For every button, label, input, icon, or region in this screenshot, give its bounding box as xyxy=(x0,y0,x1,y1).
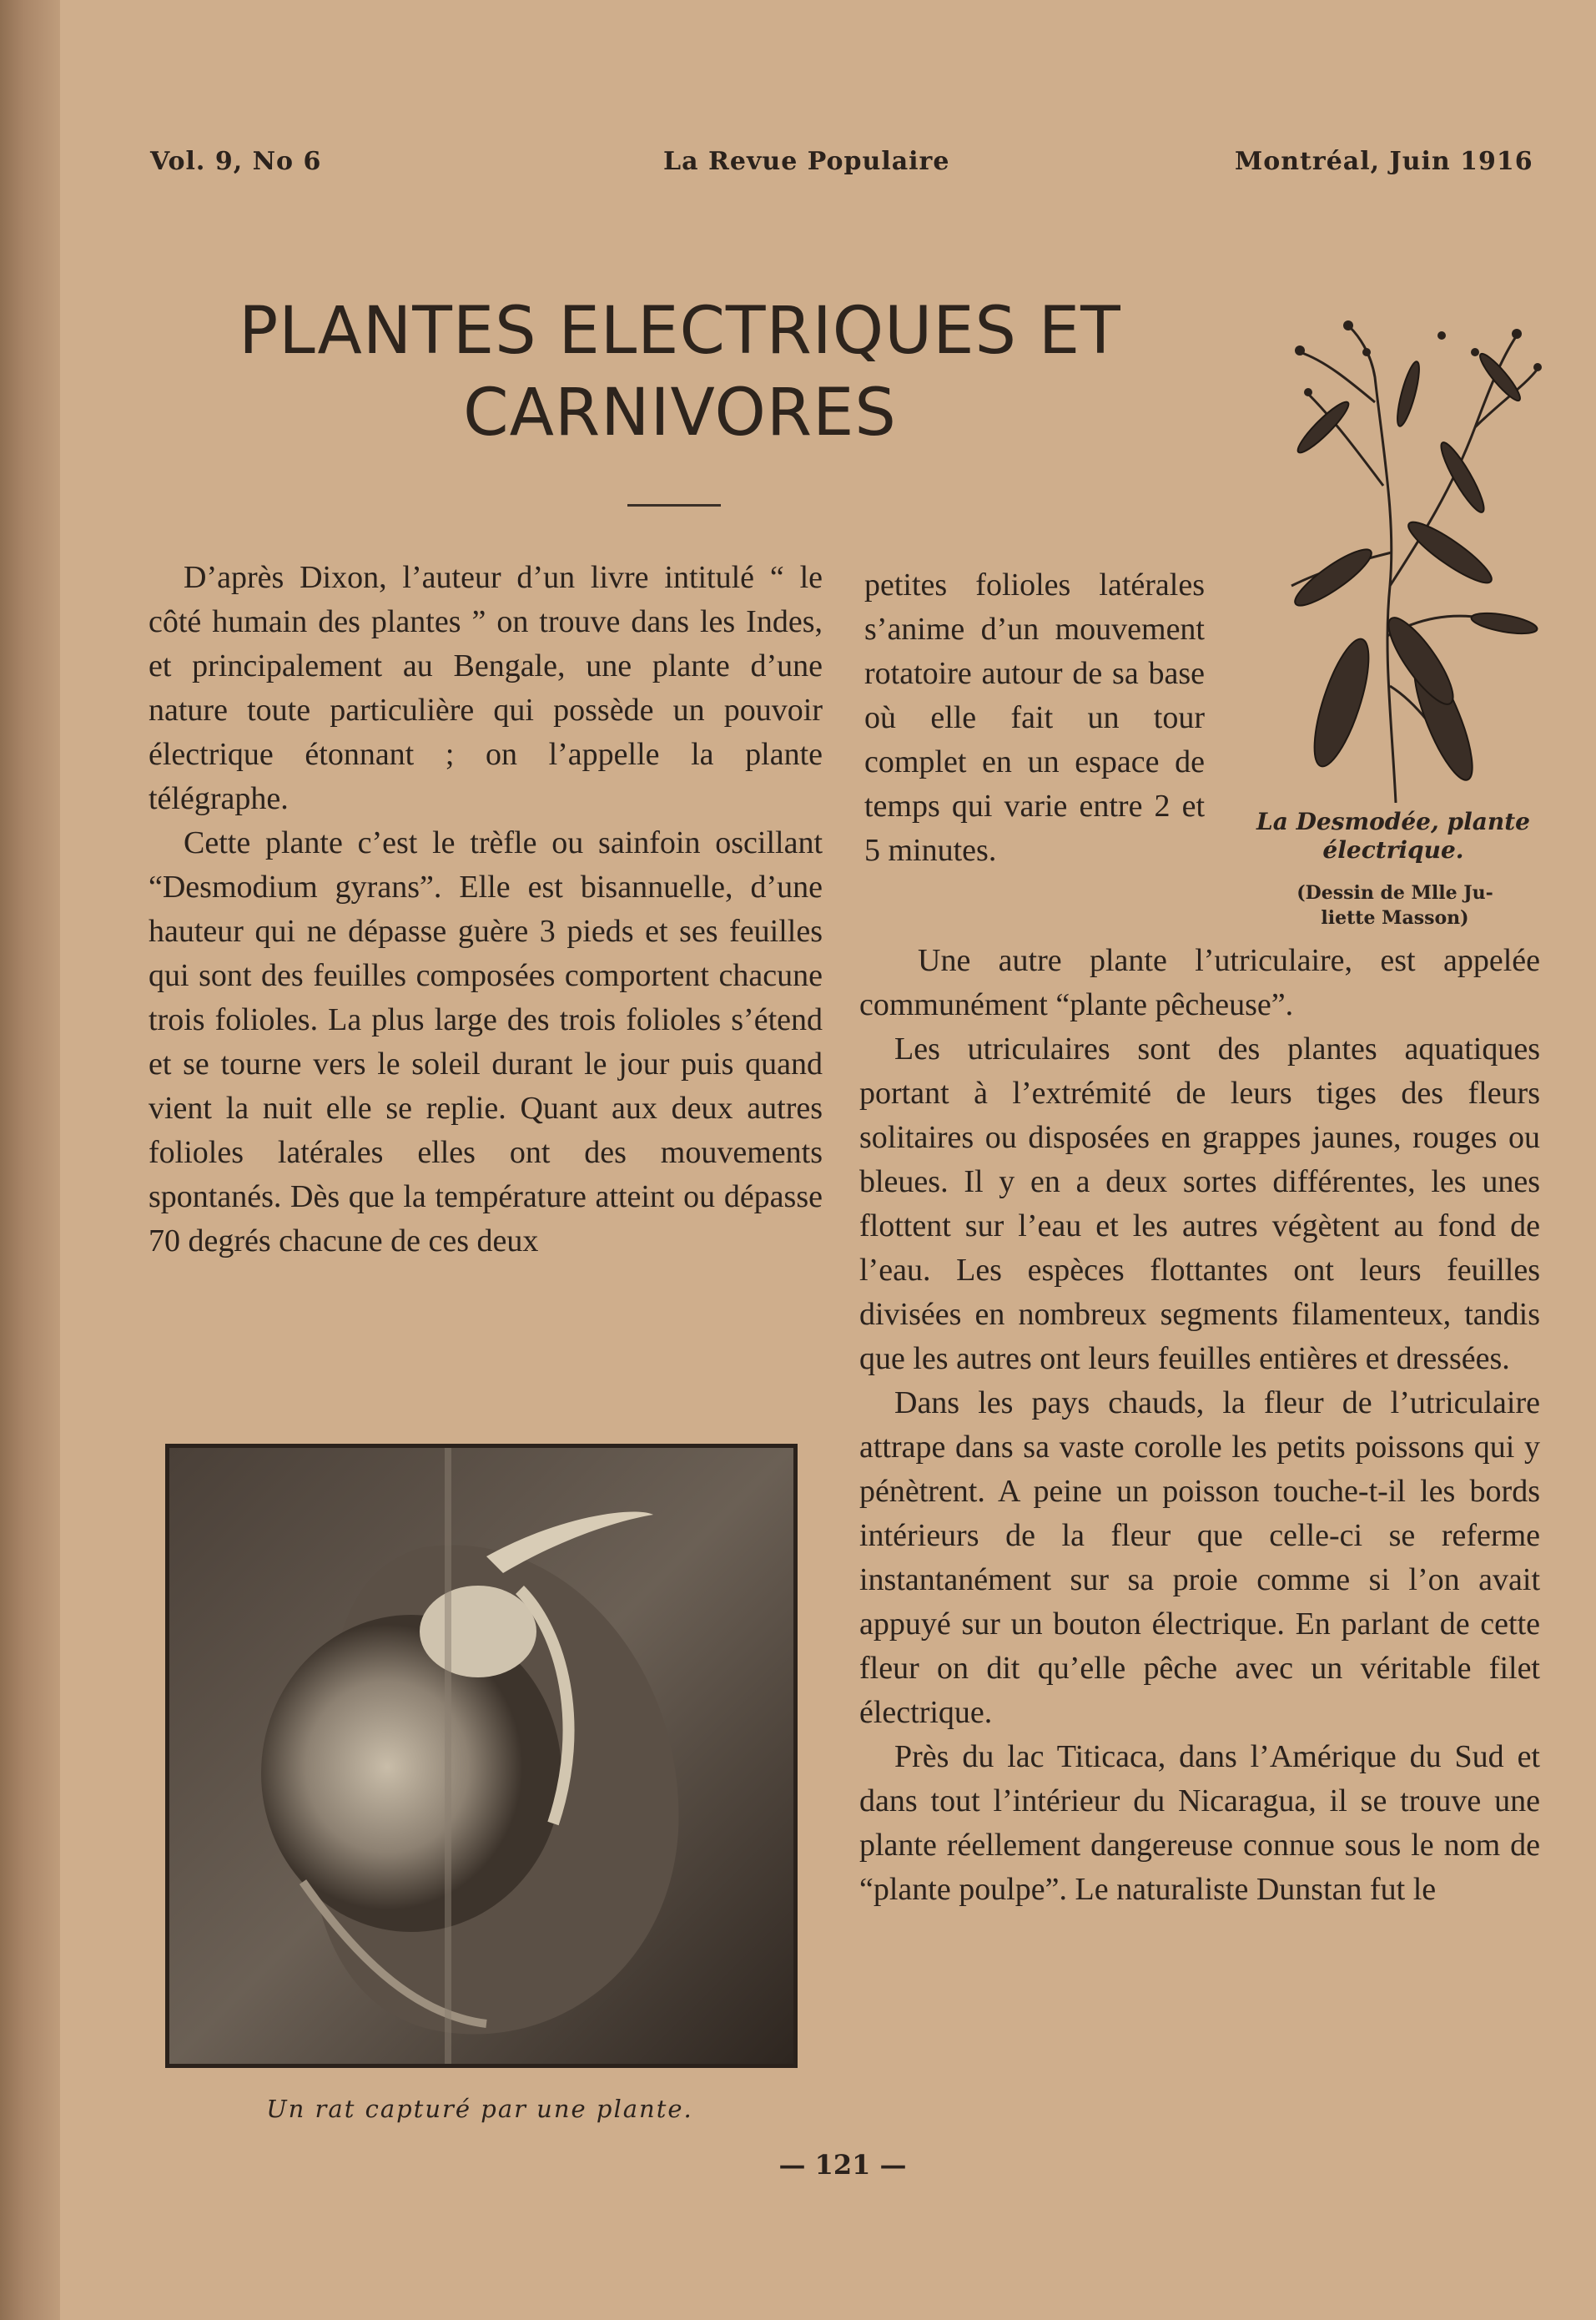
article-title-line-2: CARNIVORES xyxy=(463,376,897,451)
paragraph: Cette plante c’est le trèfle ou sainfoin oscillant “Desmodium gyrans”. Elle est bisannuelle, d’une hauteur qui ne dépasse guère 3 pieds et ses feuilles qui sont des feuilles composées comportent chacune trois folioles. La plus large des trois folioles s’étend et se tourne vers le soleil durant le jour puis quand vient la nuit elle se replie. Quant aux deux autres folioles latérales elles ont des mouvements spontanés. Dès que la température atteint ou dépasse 70 degrés chacune de ces deux xyxy=(149,825,823,1258)
page-number: — 121 — xyxy=(778,2149,907,2181)
plant-caption xyxy=(1235,808,1552,865)
place-and-date: Montréal, Juin 1916 xyxy=(1235,147,1533,176)
book-spine-edge xyxy=(0,0,60,2320)
rat-in-plant-photo-image xyxy=(169,1448,793,2064)
plant-caption-line-1: La Desmodée, plante xyxy=(1256,808,1530,835)
plant-illustration-credit xyxy=(1236,880,1553,931)
photo-caption: Un rat capturé par une plante. xyxy=(266,2095,693,2123)
rat-captured-photo xyxy=(165,1444,798,2068)
article-title-line-1: PLANTES ELECTRIQUES ET xyxy=(239,294,1121,369)
paragraph: petites folioles latérales s’anime d’un mouvement rotatoire autour de sa base où elle fait un tour complet en un espace de temps qui varie entre 2 et 5 minutes. xyxy=(864,567,1205,868)
plant-caption-line-2: électrique. xyxy=(1322,836,1464,864)
paragraph: Dans les pays chauds, la fleur de l’utriculaire attrape dans sa vaste corolle les petits poissons qui y pénètrent. A peine un poisson touche-t-il les bords intérieurs de la fleur que celle-ci se referme instantanément sur sa proie comme si l’on avait appuyé sur un bouton électrique. En parlant de cette fleur on dit qu’elle pêche avec un véritable filet électrique. xyxy=(859,1385,1540,1730)
text-column-right-top xyxy=(864,563,1205,873)
paragraph: Les utriculaires sont des plantes aquatiques portant à l’extrémité de leurs tiges des fleurs solitaires ou disposées en grappes jaunes, rouges ou bleues. Il y en a deux sortes différentes, les unes flottent sur l’eau et les autres végètent au fond de l’eau. Les espèces flottantes ont leurs feuilles divisées en nombreux segments filamenteux, tandis que les autres ont leurs feuilles entières et dressées. xyxy=(859,1031,1540,1376)
paragraph: Une autre plante l’utriculaire, est appelée communément “plante pêcheuse”. xyxy=(859,943,1540,1022)
text-column-left xyxy=(149,556,823,1263)
volume-number: Vol. 9, No 6 xyxy=(150,147,322,176)
plant-credit-line-1: (Dessin de Mlle Ju- xyxy=(1296,882,1493,904)
plant-credit-line-2: liette Masson) xyxy=(1321,907,1469,929)
article-title xyxy=(167,290,1193,454)
publication-name: La Revue Populaire xyxy=(663,147,950,176)
paragraph: D’après Dixon, l’auteur d’un livre intitulé “ le côté humain des plantes ” on trouve dans les Indes, et principalement au Bengale, une plante d’une nature toute particulière qui possède un pouvoir électrique étonnant ; on l’appelle la plante télégraphe. xyxy=(149,560,823,816)
title-rule xyxy=(627,504,721,507)
paragraph: Près du lac Titicaca, dans l’Amérique du Sud et dans tout l’intérieur du Nicaragua, il se trouve une plante réellement dangereuse connue sous le nom de “plante poulpe”. Le naturaliste Dunstan fut le xyxy=(859,1739,1540,1907)
text-column-right xyxy=(859,939,1540,1912)
desmodium-plant-illustration xyxy=(1250,302,1550,803)
